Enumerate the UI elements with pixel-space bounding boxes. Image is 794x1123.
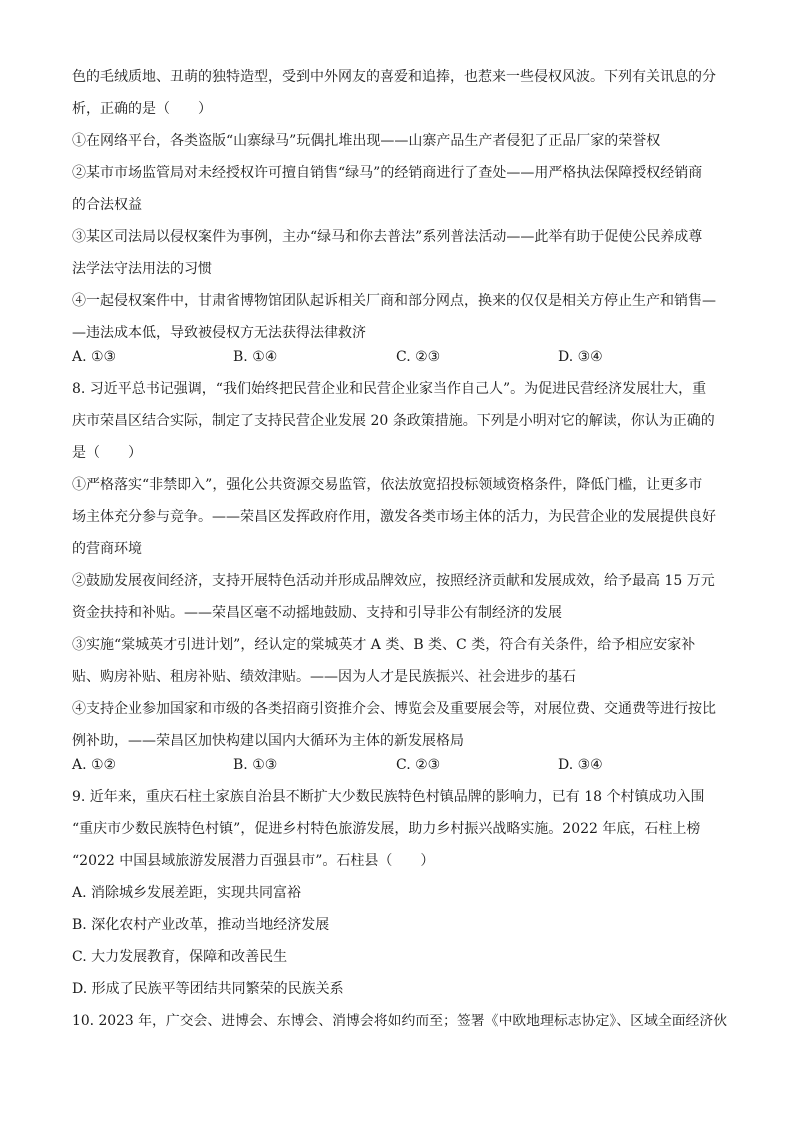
q8-options	[72, 756, 728, 774]
q7-statement-2b: 的合法权益	[72, 197, 142, 213]
q8-statement-1a: ①严格落实“非禁即入”，强化公共资源交易监管，依法放宽招投标领域资格条件，降低门槛，让更多市	[72, 477, 703, 493]
q8-statement-4a: ④支持企业参加国家和市级的各类招商引资推介会、博览会及重要展会等，对展位费、交通费等进行按比	[72, 701, 716, 717]
q8-stem-c: 是（ ）	[72, 445, 142, 461]
q8-statement-4b: 例补助，——荣昌区加快构建以国内大循环为主体的新发展格局	[72, 733, 464, 749]
q8-stem-b: 庆市荣昌区结合实际，制定了支持民营企业发展 20 条政策措施。下列是小明对它的解读，你认为正确的	[72, 413, 715, 429]
q7-stem-continuation-2: 析，正确的是（ ）	[72, 101, 212, 117]
q7-option-d: D. ③④	[558, 349, 603, 365]
q9-option-b: B. 深化农村产业改革，推动当地经济发展	[72, 917, 330, 933]
q8-statement-1b: 场主体充分参与竞争。——荣昌区发挥政府作用，激发各类市场主体的活力，为民营企业的发展提供良好	[72, 509, 716, 525]
q10-stem-a: 10. 2023 年，广交会、进博会、东博会、消博会将如约而至；签署《中欧地理标志协定》、区域全面经济伙	[72, 1013, 728, 1029]
q8-statement-3b: 贴、购房补贴、租房补贴、绩效津贴。——因为人才是民族振兴、社会进步的基石	[72, 669, 576, 685]
q7-statement-3b: 法学法守法用法的习惯	[72, 261, 212, 277]
q7-statement-1: ①在网络平台，各类盗版“山寨绿马”玩偶扎堆出现——山寨产品生产者侵犯了正品厂家的荣誉权	[72, 133, 661, 149]
q7-statement-2a: ②某市市场监管局对未经授权许可擅自销售“绿马”的经销商进行了查处——用严格执法保障授权经销商	[72, 165, 703, 181]
q7-option-b: B. ①④	[233, 349, 278, 365]
q8-option-c: C. ②③	[396, 757, 441, 773]
q7-stem-continuation: 色的毛绒质地、丑萌的独特造型，受到中外网友的喜爱和追捧，也惹来一些侵权风波。下列有关讯息的分	[72, 69, 716, 85]
q8-option-b: B. ①③	[233, 757, 278, 773]
q7-option-c: C. ②③	[396, 349, 441, 365]
q7-option-a: A. ①③	[72, 349, 117, 365]
q9-option-d: D. 形成了民族平等团结共同繁荣的民族关系	[72, 981, 344, 997]
q8-statement-2b: 资金扶持和补贴。——荣昌区毫不动摇地鼓励、支持和引导非公有制经济的发展	[72, 605, 562, 621]
q7-options	[72, 348, 728, 366]
q9-stem-c: “2022 中国县域旅游发展潜力百强县市”。石柱县（ ）	[72, 853, 435, 869]
q7-statement-4a: ④一起侵权案件中，甘肃省博物馆团队起诉相关厂商和部分网点，换来的仅仅是相关方停止生产和销售—	[72, 293, 716, 309]
q8-stem-a: 8. 习近平总书记强调，“我们始终把民营企业和民营企业家当作自己人”。为促进民营经济发展壮大，重	[72, 381, 707, 397]
q9-option-c: C. 大力发展教育，保障和改善民生	[72, 949, 288, 965]
q7-statement-3a: ③某区司法局以侵权案件为事例，主办“绿马和你去普法”系列普法活动——此举有助于促使公民养成尊	[72, 229, 703, 245]
q8-option-d: D. ③④	[558, 757, 603, 773]
q7-statement-4b: —违法成本低，导致被侵权方无法获得法律救济	[72, 325, 366, 341]
q9-option-a: A. 消除城乡发展差距，实现共同富裕	[72, 885, 302, 901]
q8-statement-1c: 的营商环境	[72, 541, 142, 557]
q8-statement-3a: ③实施“棠城英才引进计划”，经认定的棠城英才 A 类、B 类、C 类，符合有关条件，给予相应安家补	[72, 637, 696, 653]
q9-stem-a: 9. 近年来，重庆石柱土家族自治县不断扩大少数民族特色村镇品牌的影响力，已有 18 个村镇成功入围	[72, 789, 705, 805]
q8-option-a: A. ①②	[72, 757, 117, 773]
q9-stem-b: “重庆市少数民族特色村镇”，促进乡村特色旅游发展，助力乡村振兴战略实施。2022 年底，石柱上榜	[72, 821, 701, 837]
q8-statement-2a: ②鼓励发展夜间经济，支持开展特色活动并形成品牌效应，按照经济贡献和发展成效，给予最高 15 万元	[72, 573, 715, 589]
